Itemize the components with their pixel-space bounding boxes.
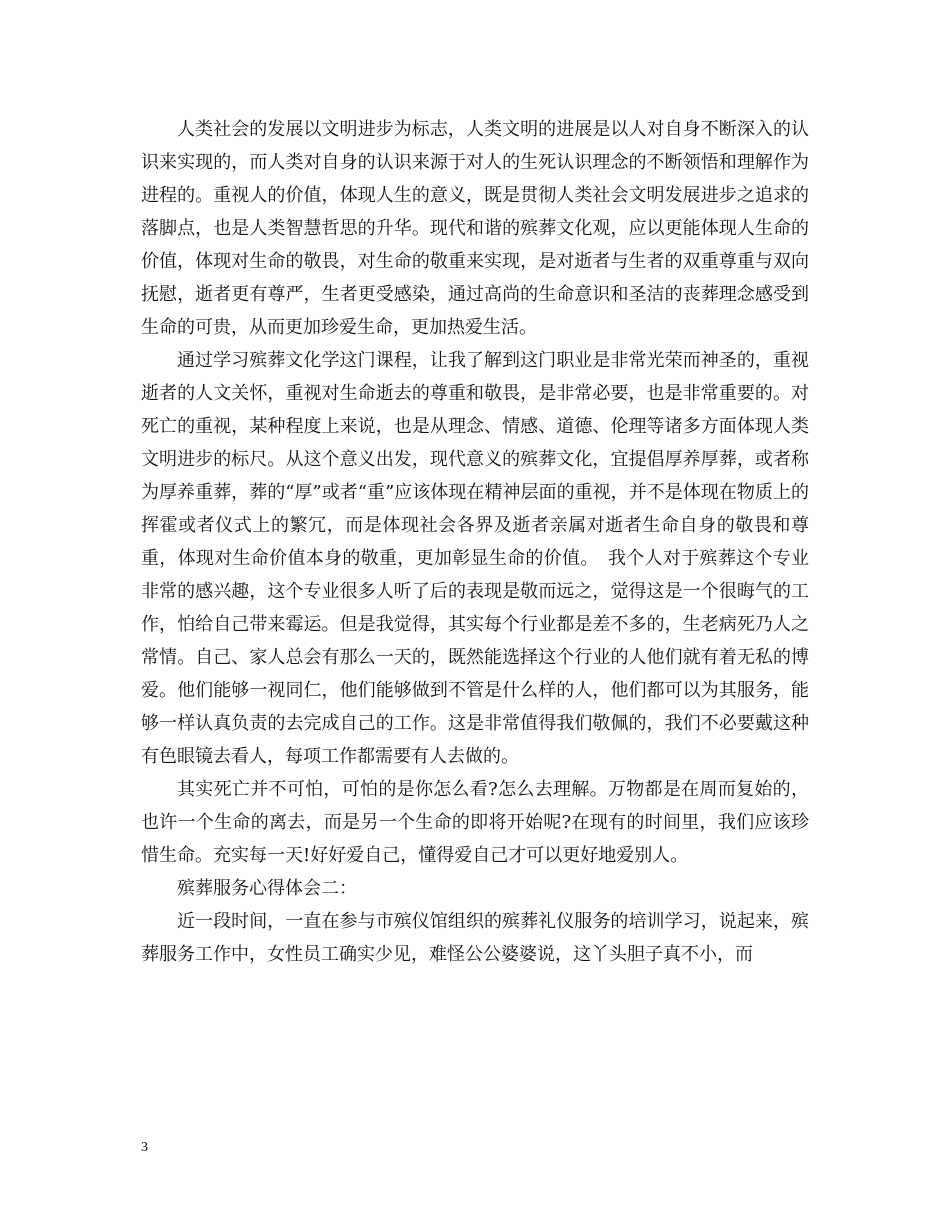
paragraph-3: 其实死亡并不可怕，可怕的是你怎么看?怎么去理解。万物都是在周而复始的，也许一个生命的离去，而是另一个生命的即将开始呢?在现有的时间里，我们应该珍惜生命。充实每一天!好好爱自己，懂得爱自己才可以更好地爱别人。 — [141, 779, 809, 866]
document-body — [141, 113, 809, 971]
paragraph-2: 通过学习殡葬文化学这门课程，让我了解到这门职业是非常光荣而神圣的，重视逝者的人文关怀，重视对生命逝去的尊重和敬畏，是非常必要，也是非常重要的。对死亡的重视，某种程度上来说，也是从理念、情感、道德、伦理等诸多方面体现人类文明进步的标尺。从这个意义出发，现代意义的殡葬文化，宜提倡厚养厚葬，或者称为厚养重葬，葬的“厚”或者“重”应该体现在精神层面的重视，并不是体现在物质上的挥霍或者仪式上的繁冗，而是体现社会各界及逝者亲属对逝者生命自身的敬畏和尊重，体现对生命价值本身的敬重，更加彰显生命的价值。 我个人对于殡葬这个专业非常的感兴趣，这个专业很多人听了后的表现是敬而远之，觉得这是一个很晦气的工作，怕给自己带来霉运。但是我觉得，其实每个行业都是差不多的，生老病死乃人之常情。自己、家人总会有那么一天的，既然能选择这个行业的人他们就有着无私的博爱。他们能够一视同仁，他们能够做到不管是什么样的人，他们都可以为其服务，能够一样认真负责的去完成自己的工作。这是非常值得我们敬佩的，我们不必要戴这种有色眼镜去看人，每项工作都需要有人去做的。 — [141, 350, 809, 767]
paragraph-1: 人类社会的发展以文明进步为标志，人类文明的进展是以人对自身不断深入的认识来实现的，而人类对自身的认识来源于对人的生死认识理念的不断领悟和理解作为进程的。重视人的价值，体现人生的意义，既是贯彻人类社会文明发展进步之追求的落脚点，也是人类智慧哲思的升华。现代和谐的殡葬文化观，应以更能体现人生命的价值，体现对生命的敬畏，对生命的敬重来实现，是对逝者与生者的双重尊重与双向抚慰，逝者更有尊严，生者更受感染，通过高尚的生命意识和圣洁的丧葬理念感受到生命的可贵，从而更加珍爱生命，更加热爱生活。 — [141, 119, 809, 338]
section-heading: 殡葬服务心得体会二： — [177, 878, 357, 899]
paragraph-4: 近一段时间，一直在参与市殡仪馆组织的殡葬礼仪服务的培训学习，说起来，殡葬服务工作中，女性员工确实少见，难怪公公婆婆说，这丫头胆子真不小，而 — [141, 911, 809, 965]
page-number: 3 — [141, 1140, 148, 1155]
